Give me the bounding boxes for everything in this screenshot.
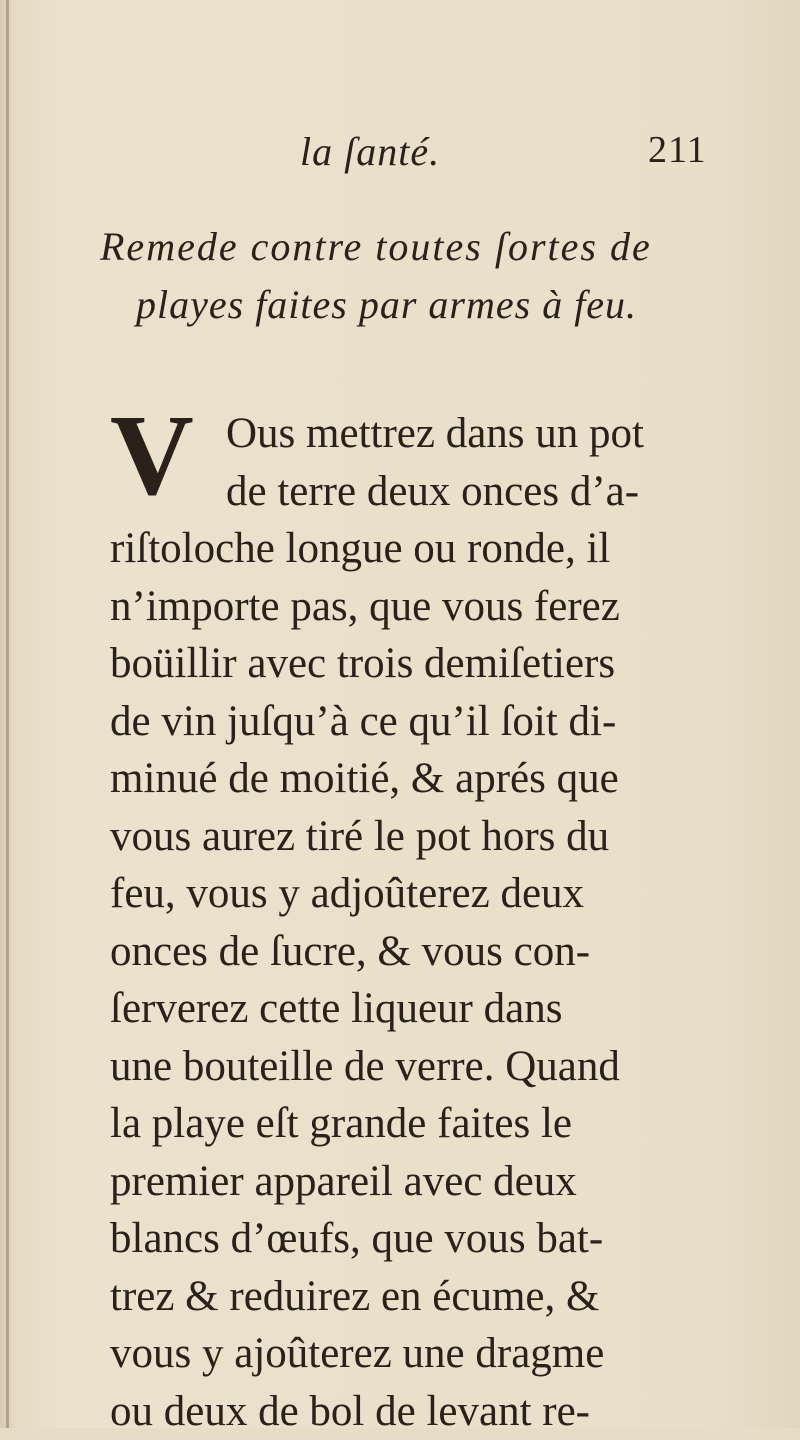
body-line: premier appareil avec deux	[110, 1153, 750, 1211]
body-line: boüillir avec trois demiſetiers	[110, 635, 750, 693]
running-title: la ſanté.	[300, 128, 440, 175]
page-header	[0, 128, 800, 178]
body-line: n’importe pas, que vous ferez	[110, 578, 750, 636]
body-line: feu, vous y adjoûterez deux	[110, 865, 750, 923]
body-line: de vin juſqu’à ce qu’il ſoit di-	[110, 693, 750, 751]
body-line: trez & reduirez en écume, &	[110, 1268, 750, 1326]
body-line: ou deux de bol de levant re-	[110, 1383, 750, 1440]
body-line: riſtoloche longue ou ronde, il	[110, 520, 750, 578]
body-text	[110, 405, 750, 1440]
page-number: 211	[648, 128, 707, 172]
body-line: une bouteille de verre. Quand	[110, 1038, 750, 1096]
page-gutter	[6, 0, 9, 1428]
body-line: blancs d’œufs, que vous bat-	[110, 1210, 750, 1268]
body-line: onces de ſucre, & vous con-	[110, 923, 750, 981]
body-line: vous y ajoûterez une dragme	[110, 1325, 750, 1383]
body-line: Ous mettrez dans un pot	[110, 405, 750, 463]
section-title	[100, 218, 720, 334]
section-title-line-2: playes faites par armes à feu.	[100, 276, 720, 334]
body-line: minué de moitié, & aprés que	[110, 750, 750, 808]
body-line: ſerverez cette liqueur dans	[110, 980, 750, 1038]
body-line: la playe eſt grande faites le	[110, 1095, 750, 1153]
section-title-line-1: Remede contre toutes ſortes de	[100, 218, 720, 276]
drop-cap: V	[110, 398, 194, 514]
body-line: vous aurez tiré le pot hors du	[110, 808, 750, 866]
body-line: de terre deux onces d’a-	[110, 463, 750, 521]
